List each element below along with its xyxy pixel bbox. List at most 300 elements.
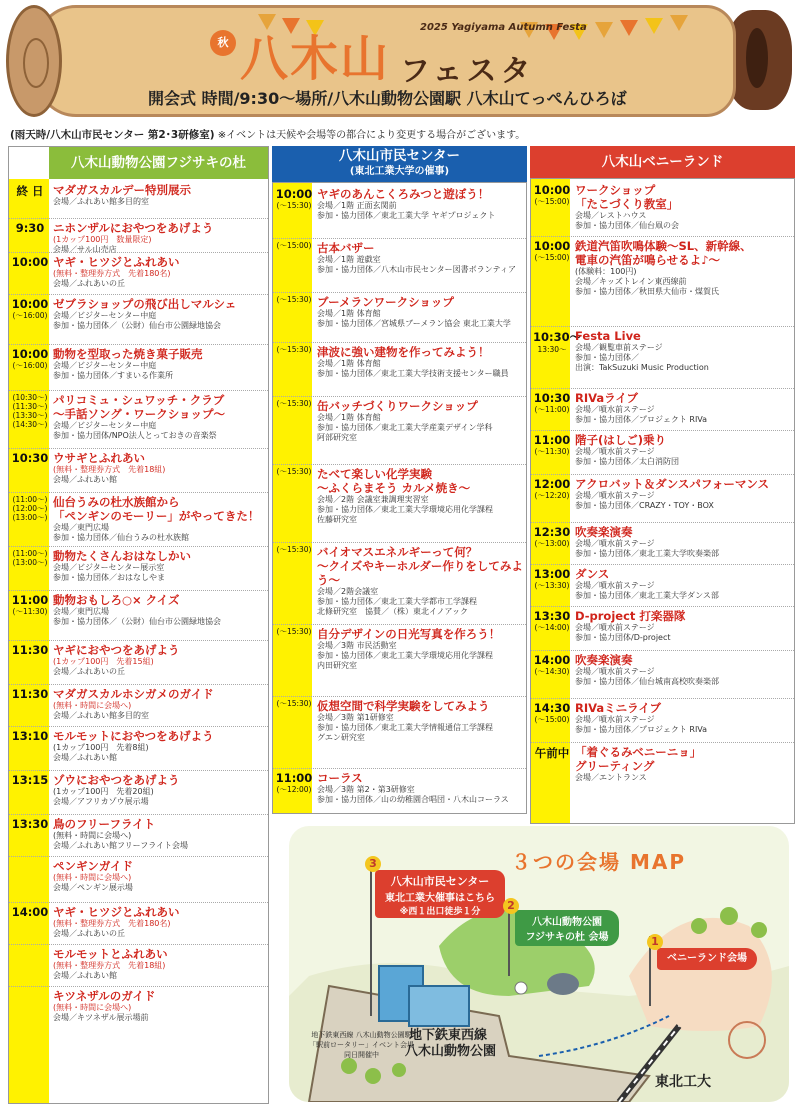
event-content — [53, 393, 266, 441]
event-divider — [531, 474, 794, 475]
festival-title-sub: フェスタ — [400, 54, 535, 89]
event-title-line2: 「ペンギンのモーリー」がやってきた！ — [53, 509, 260, 523]
event-divider — [9, 390, 268, 391]
event-time-range: (〜16:00) — [12, 361, 48, 370]
event-detail: 会場／噴水前ステージ — [575, 447, 655, 456]
event-divider — [273, 768, 526, 769]
event-content — [575, 391, 792, 425]
event-time-range: (〜15:30) — [276, 545, 312, 554]
event-time — [275, 545, 313, 554]
event-content — [317, 771, 524, 805]
event-time-start: 10:30 — [533, 391, 571, 405]
event-title: ゾウにおやつをあげよう — [53, 773, 180, 787]
event-title: モルモットとふれあい — [53, 947, 168, 961]
event-title: ヤギ・ヒツジとふれあい — [53, 905, 180, 919]
event-title: 階子(はしご)乗り — [575, 433, 667, 447]
event-time-range: (〜16:00) — [12, 311, 48, 320]
event-time-start: 13:10 — [11, 729, 49, 743]
event-time — [533, 391, 571, 414]
event-content — [575, 653, 792, 687]
event-time-start: 10:00 — [275, 187, 313, 201]
event-detail: グエン研究室 — [317, 733, 365, 742]
event-detail: 参加・協力団体／東北工業大学産業デザイン学科 — [317, 423, 493, 432]
event-detail: 会場／ビジターセンター中庭 — [53, 421, 157, 430]
event-title: キツネザルのガイド — [53, 989, 156, 1003]
event-time — [533, 653, 571, 676]
event-time-start: 13:30 — [533, 609, 571, 623]
event-divider — [9, 218, 268, 219]
festival-title-english: 2025 Yagiyama Autumn Festa — [420, 22, 587, 33]
event-time-range: (〜15:30) — [276, 467, 312, 476]
event-detail: 会場／ふれあい館多目的室 — [53, 711, 149, 720]
event-note: (1カップ100円 先着15組) — [53, 657, 154, 666]
event-content — [575, 567, 792, 601]
event-time — [533, 183, 571, 206]
notice — [10, 126, 525, 142]
event-content — [317, 241, 524, 275]
event-detail: 参加・協力団体／東北工業大学吹奏楽部 — [575, 549, 719, 558]
event-content — [53, 549, 266, 583]
event-note: (1カップ100円 先着20組) — [53, 787, 154, 796]
venue1-name: ベニーランド会場 — [667, 953, 747, 964]
event-detail: 会場／1階 正面玄関前 — [317, 201, 397, 210]
event-content — [53, 859, 266, 893]
event-title: ブーメランワークショップ — [317, 295, 454, 309]
event-time-range: (〜12:00) — [276, 785, 312, 794]
event-divider — [9, 986, 268, 987]
event-content — [53, 183, 266, 207]
event-detail: 会場／1階 体育館 — [317, 413, 381, 422]
event-time-range: (〜15:30) — [276, 699, 312, 708]
event-title: 動物たくさんおはなしかい — [53, 549, 191, 563]
event-detail: 会場／3階 第2・第3研修室 — [317, 785, 415, 794]
event-detail: 参加・協力団体／おはなしやま — [53, 573, 165, 582]
event-title: RIVaミニライブ — [575, 701, 661, 715]
event-content — [53, 255, 266, 289]
event-content — [575, 329, 792, 373]
event-time — [11, 549, 49, 567]
event-time-start: 13:30 — [11, 817, 49, 831]
bunting-flag — [620, 20, 638, 36]
event-detail: 会場／噴水前ステージ — [575, 581, 655, 590]
event-detail: 会場／キツネザル展示場前 — [53, 1013, 149, 1022]
event-detail: 会場／サル山売店 — [53, 245, 117, 254]
event-title: 動物おもしろ○× クイズ — [53, 593, 180, 607]
event-content — [53, 817, 266, 851]
event-title-line2: 〜手話ソング・ワークショップ〜 — [53, 407, 226, 421]
event-title: パリコミュ・シュワッチ・クラブ — [53, 393, 225, 407]
station-note-1: 地下鉄東西線 八木山動物公園駅 — [311, 1031, 412, 1039]
event-content — [53, 947, 266, 981]
event-time — [11, 593, 49, 616]
event-title-line2: 〜クイズやキーホルダー作りをしてみよう〜 — [317, 559, 523, 587]
event-detail: 会場／2階会議室 — [317, 587, 379, 596]
event-divider — [531, 564, 794, 565]
event-content — [317, 699, 524, 743]
event-title-line2: 電車の汽笛が鳴らせるよ♪〜 — [575, 253, 720, 267]
log-end-left — [6, 5, 62, 117]
event-divider — [273, 464, 526, 465]
venue1-number: 1 — [647, 934, 663, 950]
event-time — [11, 495, 49, 522]
university-label: 東北工大 — [655, 1074, 711, 1090]
map-title: ３つの会場 MAP — [511, 850, 687, 874]
event-title-line2: グリーティング — [575, 759, 655, 773]
event-title: Festa Live — [575, 329, 641, 343]
event-note: (1カップ100円 先着8組) — [53, 743, 149, 752]
event-divider — [531, 388, 794, 389]
event-divider — [9, 448, 268, 449]
event-divider — [273, 696, 526, 697]
event-divider — [9, 640, 268, 641]
event-title: ダンス — [575, 567, 610, 581]
event-time-start: 10:00 — [11, 255, 49, 269]
event-title: 缶バッチづくりワークショップ — [317, 399, 478, 413]
event-detail: 参加・協力団体／すまいる作業所 — [53, 371, 173, 380]
notice-change: ※イベントは天候や会場等の都合により変更する場合がございます。 — [217, 130, 526, 141]
event-detail: 会場／ビジターセンター中庭 — [53, 311, 157, 320]
event-time — [11, 297, 49, 320]
event-note: (無料・整理券方式 先着180名) — [53, 269, 171, 278]
event-content — [53, 773, 266, 807]
event-title: RIVaライブ — [575, 391, 638, 405]
event-time — [11, 729, 49, 743]
column-title: 八木山ベニーランド — [530, 146, 795, 178]
event-time-range: (〜11:30) — [534, 447, 570, 456]
event-time — [275, 345, 313, 354]
event-content — [53, 451, 266, 485]
event-time-range: (〜14:00) — [534, 623, 570, 632]
event-title: アクロバット＆ダンスパフォーマンス — [575, 477, 770, 491]
bunting-flag — [670, 15, 688, 31]
event-content — [53, 221, 266, 255]
event-time-range: (〜15:00) — [534, 197, 570, 206]
event-time — [11, 221, 49, 235]
event-time — [11, 687, 49, 701]
event-time — [275, 627, 313, 636]
event-detail: 会場／噴水前ステージ — [575, 539, 655, 548]
event-title: マダガスカルデー特別展示 — [53, 183, 191, 197]
event-time — [533, 477, 571, 500]
event-time-range: (〜15:30) — [276, 295, 312, 304]
event-detail: 参加・協力団体／東北工業大学環境応用化学課程 — [317, 651, 493, 660]
event-detail: 会場／ふれあい館フリーフライト会場 — [53, 841, 189, 850]
event-detail: 北條研究室 協賛／（株）東北イノアック — [317, 607, 468, 616]
event-divider — [9, 856, 268, 857]
event-time-start: 14:30 — [533, 701, 571, 715]
event-content — [575, 525, 792, 559]
event-title-line2: 〜ふくらまそう カルメ焼き〜 — [317, 481, 471, 495]
station-line: 地下鉄東西線 — [409, 1028, 488, 1043]
event-time — [533, 567, 571, 590]
event-content — [317, 545, 524, 617]
event-content — [53, 989, 266, 1023]
event-time-start: 11:00 — [11, 593, 49, 607]
event-divider — [9, 944, 268, 945]
event-divider — [273, 292, 526, 293]
event-title-line2: 「たこづくり教室」 — [575, 197, 679, 211]
event-divider — [9, 546, 268, 547]
event-time — [11, 643, 49, 657]
event-detail: 会場／1階 体育館 — [317, 359, 381, 368]
column-zoo — [8, 146, 269, 1104]
event-detail: 会場／噴水前ステージ — [575, 405, 655, 414]
event-detail: 参加・協力団体/D-project — [575, 633, 671, 642]
event-title: ゼブラショップの飛び出しマルシェ — [53, 297, 237, 311]
event-divider — [9, 294, 268, 295]
event-title: 仮想空間で科学実験をしてみよう — [317, 699, 490, 713]
event-detail: 会場／アフリカゾウ展示場 — [53, 797, 149, 806]
event-time — [275, 399, 313, 408]
event-time — [11, 183, 49, 199]
event-title: 津波に強い建物を作ってみよう！ — [317, 345, 490, 359]
event-time-start: 10:30〜 — [533, 330, 582, 344]
event-time-start: 11:00 — [533, 433, 571, 447]
column-title-main: 八木山市民センター — [339, 148, 460, 164]
event-content — [575, 239, 792, 297]
event-time-range: (〜12:20) — [534, 491, 570, 500]
event-time — [275, 467, 313, 476]
bunting-flag — [595, 22, 613, 38]
event-note: (無料・時間に会場へ) — [53, 701, 132, 710]
event-note: (無料・時間に会場へ) — [53, 873, 132, 882]
event-time — [275, 295, 313, 304]
event-detail: 出演：TakSuzuki Music Production — [575, 363, 709, 372]
event-detail: 会場／ふれあい館 — [53, 971, 117, 980]
event-content — [575, 745, 792, 783]
event-detail: 参加・協力団体／八木山市民センター図書ボランティア — [317, 265, 517, 274]
event-note: (体験料：100円) — [575, 267, 637, 276]
event-detail: 参加・協力団体／（公財）仙台市公園緑地協会 — [53, 321, 221, 330]
event-time-start: 9:30 — [15, 221, 45, 235]
event-detail: 会場／東門広場 — [53, 523, 109, 532]
event-time — [533, 745, 571, 761]
event-detail: 会場／噴水前ステージ — [575, 623, 655, 632]
venue2-line2: フジサキの杜 会場 — [525, 932, 609, 943]
event-detail: 参加・協力団体/NPO法人とっておきの音楽祭 — [53, 431, 217, 440]
event-time — [11, 347, 49, 370]
column-bennyland — [530, 146, 795, 824]
event-detail: 会場／1階 体育館 — [317, 309, 381, 318]
venue3-line3: ※西１出口徒歩１分 — [399, 907, 481, 917]
event-title: 吹奏楽演奏 — [575, 525, 633, 539]
event-time-range: (〜13:30) — [534, 581, 570, 590]
event-time — [11, 451, 49, 465]
event-divider — [273, 238, 526, 239]
event-detail: 参加・協力団体／（公財）仙台市公園緑地協会 — [53, 617, 221, 626]
event-title: ウサギとふれあい — [53, 451, 145, 465]
event-title: バイオマスエネルギーって何？ — [317, 545, 478, 559]
event-title: ヤギのあんこくろみつと遊ぼう！ — [317, 187, 490, 201]
event-divider — [9, 902, 268, 903]
event-divider — [9, 492, 268, 493]
event-detail: 会場／3階 第1研修室 — [317, 713, 394, 722]
event-content — [53, 729, 266, 763]
event-time — [533, 701, 571, 724]
event-title: 古本バザー — [317, 241, 375, 255]
event-detail: 会場／レストハウス — [575, 211, 647, 220]
event-time — [275, 771, 313, 794]
event-time — [11, 255, 49, 269]
event-detail: 会場／1階 遊戯室 — [317, 255, 381, 264]
venue2-number: 2 — [503, 898, 519, 914]
event-detail: 参加・協力団体／東北工業大学技術支援センター職員 — [317, 369, 509, 378]
event-time-range: (〜15:30) — [276, 345, 312, 354]
event-detail: 参加・協力団体／仙台凧の会 — [575, 221, 679, 230]
event-time-range: (〜14:30) — [534, 667, 570, 676]
venue3-line2: 東北工業大催事はこちら — [385, 893, 495, 904]
bunting-flag — [645, 18, 663, 34]
venue-map — [289, 826, 789, 1102]
event-time-start: 10:00 — [11, 297, 49, 311]
event-detail: 参加・協力団体／東北工業大学環境応用化学課程 — [317, 505, 493, 514]
event-divider — [9, 344, 268, 345]
event-time-range: (〜11:30) — [12, 607, 48, 616]
event-content — [317, 399, 524, 443]
event-detail: 会場／ビジターセンター展示室 — [53, 563, 165, 572]
event-title: 鳥のフリーフライト — [53, 817, 156, 831]
event-divider — [9, 252, 268, 253]
event-divider — [531, 326, 794, 327]
event-time-range: (〜15:30) — [276, 399, 312, 408]
event-title: ニホンザルにおやつをあげよう — [53, 221, 214, 235]
event-detail: 参加・協力団体／東北工業大学 ヤギプロジェクト — [317, 211, 496, 220]
event-time-start: 11:30 — [11, 687, 49, 701]
event-time — [11, 817, 49, 831]
event-content — [575, 609, 792, 643]
event-time-range: (〜15:00) — [534, 253, 570, 262]
event-detail: 会場／噴水前ステージ — [575, 491, 655, 500]
event-title: マダガスカルホシガメのガイド — [53, 687, 214, 701]
event-detail: 参加・協力団体／プロジェクト RIVa — [575, 415, 708, 424]
event-time-range: (〜15:00) — [534, 715, 570, 724]
event-detail: 会場／ビジターセンター中庭 — [53, 361, 157, 370]
event-time-range: (〜15:30) — [276, 627, 312, 636]
event-content — [53, 643, 266, 677]
event-content — [53, 495, 266, 543]
event-time — [533, 525, 571, 548]
event-time — [11, 773, 49, 787]
event-detail: 会場／ふれあいの丘 — [53, 929, 125, 938]
event-divider — [273, 396, 526, 397]
event-time-range: 13:30〜 — [537, 345, 567, 354]
event-time-start: 14:00 — [11, 905, 49, 919]
event-title: たべて楽しい化学実験 — [317, 467, 432, 481]
event-detail: 内田研究室 — [317, 661, 357, 670]
event-time — [275, 699, 313, 708]
event-divider — [531, 742, 794, 743]
event-title: ペンギンガイド — [53, 859, 134, 873]
event-time — [11, 905, 49, 919]
event-note: (1カップ100円 数量限定) — [53, 235, 152, 244]
event-detail: 参加・協力団体／東北工業大学都市工学課程 — [317, 597, 477, 606]
column-subtitle: (東北工業大学の催事) — [349, 166, 450, 177]
event-detail: 参加・協力団体／東北工業大学ダンス部 — [575, 591, 719, 600]
event-content — [53, 687, 266, 721]
event-detail: 会場／キッズトレイン東西線前 — [575, 277, 687, 286]
venue1-flag — [657, 948, 757, 970]
notice-rain: (雨天時/八木山市民センター 第2･3研修室) — [10, 129, 215, 141]
event-time-range: (〜15:30) — [276, 201, 312, 210]
event-divider — [531, 522, 794, 523]
event-content — [53, 905, 266, 939]
event-divider — [273, 342, 526, 343]
event-content — [317, 345, 524, 379]
event-title: 仙台うみの杜水族館から — [53, 495, 180, 509]
event-content — [317, 627, 524, 671]
event-time-start: 10:30 — [11, 451, 49, 465]
event-divider — [531, 606, 794, 607]
event-detail: 会場／ふれあい館多目的室 — [53, 197, 149, 206]
event-title: ワークショップ — [575, 183, 656, 197]
event-content — [575, 477, 792, 511]
event-title: コーラス — [317, 771, 363, 785]
station-name: 八木山動物公園 — [405, 1044, 497, 1059]
event-content — [575, 701, 792, 735]
event-time-start: 10:00 — [533, 239, 571, 253]
event-content — [53, 297, 266, 331]
event-detail: 会場／観覧車前ステージ — [575, 343, 663, 352]
event-divider — [531, 236, 794, 237]
event-divider — [273, 542, 526, 543]
festival-title: 八木山 — [240, 31, 391, 87]
event-content — [575, 183, 792, 231]
event-detail: 参加・協力団体／秋田県大仙市・煤賀氏 — [575, 287, 719, 296]
column-community-center — [272, 146, 527, 814]
venue3-name: 八木山市民センター — [390, 875, 490, 888]
event-time-start: 14:00 — [533, 653, 571, 667]
event-time — [533, 329, 582, 354]
event-time-start: 12:30 — [533, 525, 571, 539]
event-note: (無料・時間に会場へ) — [53, 831, 132, 840]
event-divider — [531, 430, 794, 431]
event-note: (無料・整理券方式 先着180名) — [53, 919, 171, 928]
event-title: 鉄道汽笛吹鳴体験〜SL、新幹線、 — [575, 239, 752, 253]
event-content — [53, 347, 266, 381]
autumn-badge: 秋 — [210, 30, 236, 56]
venue3-flag — [375, 870, 505, 918]
event-title: 自分デザインの日光写真を作ろう！ — [317, 627, 501, 641]
event-time-range: (〜11:00) — [534, 405, 570, 414]
event-divider — [9, 770, 268, 771]
event-time — [275, 241, 313, 250]
event-detail: 参加・協力団体／山の幼稚園合唱団・八木山コーラス — [317, 795, 509, 804]
opening-ceremony: 開会式 時間/9:30〜場所/八木山動物公園駅 八木山てっぺんひろば — [148, 89, 627, 108]
event-detail: 会場／ふれあい館 — [53, 475, 117, 484]
venue2-flag — [515, 910, 619, 946]
event-detail: 参加・協力団体／ — [575, 353, 639, 362]
event-detail: 会場／ふれあい館 — [53, 753, 117, 762]
event-content — [317, 467, 524, 525]
event-divider — [531, 698, 794, 699]
event-detail: 参加・協力団体／CRAZY・TOY・BOX — [575, 501, 714, 510]
event-title: 「着ぐるみベニーニョ」 — [575, 745, 702, 759]
event-title: ヤギにおやつをあげよう — [53, 643, 180, 657]
event-detail: 阿部研究室 — [317, 433, 357, 442]
column-title: 八木山動物公園フジサキの杜 — [49, 147, 268, 179]
event-detail: 参加・協力団体／太白消防団 — [575, 457, 679, 466]
station-note-2: 「駅前ロータリー」イベント会場 — [309, 1041, 414, 1049]
event-detail: 参加・協力団体／プロジェクト RIVa — [575, 725, 708, 734]
event-time-start: 10:00 — [533, 183, 571, 197]
event-note: (無料・整理券方式 先着18組) — [53, 465, 166, 474]
venue2-name: 八木山動物公園 — [532, 917, 602, 928]
event-divider — [9, 814, 268, 815]
event-detail: 参加・協力団体／仙台城南高校吹奏楽部 — [575, 677, 719, 686]
event-note: (無料・時間に会場へ) — [53, 1003, 132, 1012]
event-time-start: 終 日 — [16, 184, 44, 198]
event-time-start: 13:00 — [533, 567, 571, 581]
